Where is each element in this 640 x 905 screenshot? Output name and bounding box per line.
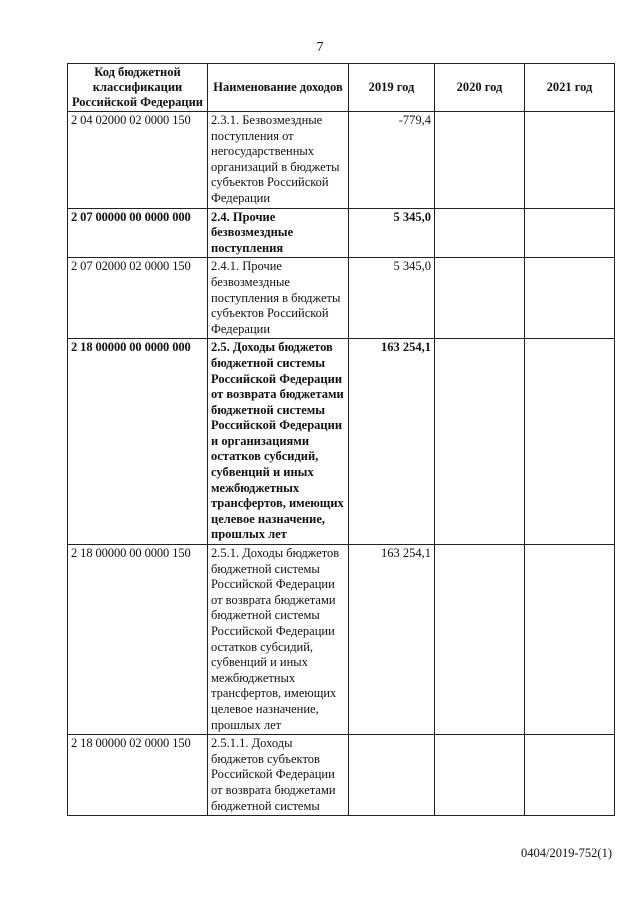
- row-amount-2021: [525, 258, 615, 339]
- row-amount-2021: [525, 545, 615, 735]
- header-2019: 2019 год: [349, 64, 435, 112]
- row-amount-2020: [435, 339, 525, 545]
- row-amount-2020: [435, 735, 525, 816]
- header-2020: 2020 год: [435, 64, 525, 112]
- header-code: Код бюджетной классификации Российской Федерации: [68, 64, 208, 112]
- row-amount-2019: 5 345,0: [349, 208, 435, 258]
- row-amount-2021: [525, 339, 615, 545]
- row-code: 2 18 00000 02 0000 150: [68, 735, 208, 816]
- row-amount-2020: [435, 258, 525, 339]
- row-amount-2019: 163 254,1: [349, 339, 435, 545]
- row-amount-2021: [525, 735, 615, 816]
- row-amount-2019: 5 345,0: [349, 258, 435, 339]
- row-amount-2021: [525, 208, 615, 258]
- table-row: [68, 545, 615, 735]
- row-amount-2019: 163 254,1: [349, 545, 435, 735]
- budget-revenue-table: [67, 63, 615, 816]
- header-2021: 2021 год: [525, 64, 615, 112]
- row-amount-2019: -779,4: [349, 112, 435, 209]
- document-number: 0404/2019-752(1): [521, 846, 612, 860]
- row-name: 2.5.1. Доходы бюджетов бюджетной системы Российской Федерации от возврата бюджетами бюджетной системы Российской Федерации остатков субсидий, субвенций и иных межбюджетных трансфертов, имеющих целевое назначение, прошлых лет: [208, 545, 349, 735]
- table-row: [68, 258, 615, 339]
- header-name: Наименование доходов: [208, 64, 349, 112]
- row-amount-2021: [525, 112, 615, 209]
- row-name: 2.4. Прочие безвозмездные поступления: [208, 208, 349, 258]
- row-name: 2.4.1. Прочие безвозмездные поступления в бюджеты субъектов Российской Федерации: [208, 258, 349, 339]
- table-row: [68, 112, 615, 209]
- row-name: 2.5. Доходы бюджетов бюджетной системы Российской Федерации от возврата бюджетами бюджетной системы Российской Федерации и организациями остатков субсидий, субвенций и иных межбюджетных трансфертов, имеющих целевое назначение, прошлых лет: [208, 339, 349, 545]
- row-code: 2 07 00000 00 0000 000: [68, 208, 208, 258]
- row-amount-2020: [435, 112, 525, 209]
- row-code: 2 18 00000 00 0000 150: [68, 545, 208, 735]
- table-row: [68, 339, 615, 545]
- row-code: 2 18 00000 00 0000 000: [68, 339, 208, 545]
- table-header-row: [68, 64, 615, 112]
- row-code: 2 04 02000 02 0000 150: [68, 112, 208, 209]
- table-row: [68, 208, 615, 258]
- row-code: 2 07 02000 02 0000 150: [68, 258, 208, 339]
- row-name: 2.3.1. Безвозмездные поступления от негосударственных организаций в бюджеты субъектов Российской Федерации: [208, 112, 349, 209]
- row-amount-2019: [349, 735, 435, 816]
- row-name: 2.5.1.1. Доходы бюджетов субъектов Российской Федерации от возврата бюджетами бюджетной системы: [208, 735, 349, 816]
- page-number: 7: [316, 40, 324, 55]
- row-amount-2020: [435, 545, 525, 735]
- table-row: [68, 735, 615, 816]
- row-amount-2020: [435, 208, 525, 258]
